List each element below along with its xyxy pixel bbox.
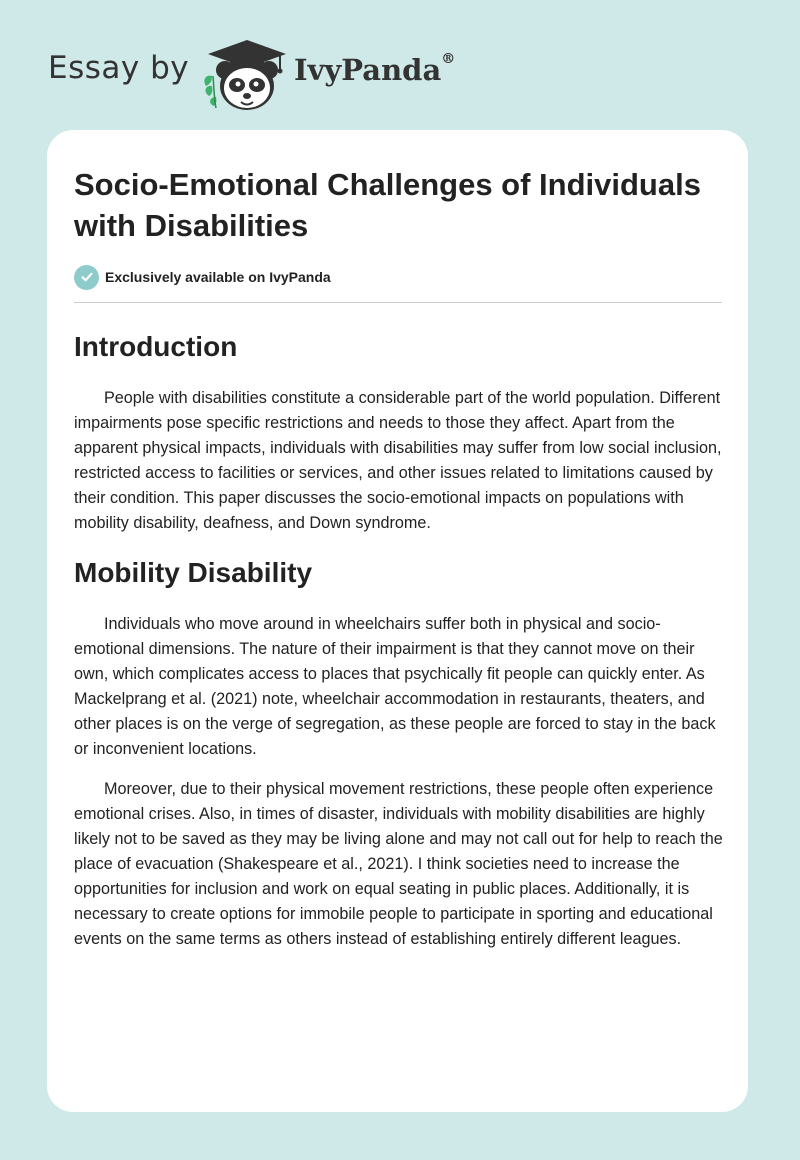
essay-card xyxy=(47,130,748,1112)
brand-name[interactable]: IvyPanda® xyxy=(294,51,456,87)
paragraph: Individuals who move around in wheelchairs suffer both in physical and socio-emotional dimensions. The nature of their impairment is that they cannot move on their own, which complicates access to places that psychically fit people can quickly enter. As Mackelprang et al. (2021) note, wheelchair accommodation in restaurants, theaters, and other places is on the verge of segregation, as these people are forced to stay in the back or inconvenient locations. xyxy=(74,615,716,758)
essay-by-label: Essay by xyxy=(48,50,190,86)
essay-body xyxy=(74,320,724,952)
panda-graduation-cap-icon[interactable] xyxy=(200,36,294,112)
section-heading-introduction: Introduction xyxy=(74,331,238,362)
badge-text: Exclusively available on IvyPanda xyxy=(105,269,331,285)
section-heading-mobility-disability: Mobility Disability xyxy=(74,557,313,588)
paragraph: People with disabilities constitute a considerable part of the world population. Different impairments pose specific restrictions and needs to those they affect. Apart from the apparent physical impacts, individuals with disabilities may suffer from low social inclusion, restricted access to facilities or services, and other issues related to limitations caused by their condition. This paper discusses the socio-emotional impacts on populations with mobility disability, deafness, and Down syndrome. xyxy=(74,389,722,532)
site-header xyxy=(0,0,800,120)
divider xyxy=(74,302,722,303)
exclusive-badge xyxy=(74,264,331,290)
check-circle-icon xyxy=(74,265,99,290)
registered-mark: ® xyxy=(441,51,456,67)
essay-title: Socio-Emotional Challenges of Individuals with Disabilities xyxy=(74,167,701,243)
paragraph: Moreover, due to their physical movement restrictions, these people often experience emotional crises. Also, in times of disaster, individuals with mobility disabilities are highly likely not to be saved as they may be living alone and may not call out for help to reach the place of evacuation (Shakespeare et al., 2021). I think societies need to increase the opportunities for inclusion and work on equal seating in public places. Additionally, it is necessary to create options for immobile people to participate in sporting and educational events on the same terms as others instead of establishing entirely different leagues. xyxy=(74,780,723,948)
